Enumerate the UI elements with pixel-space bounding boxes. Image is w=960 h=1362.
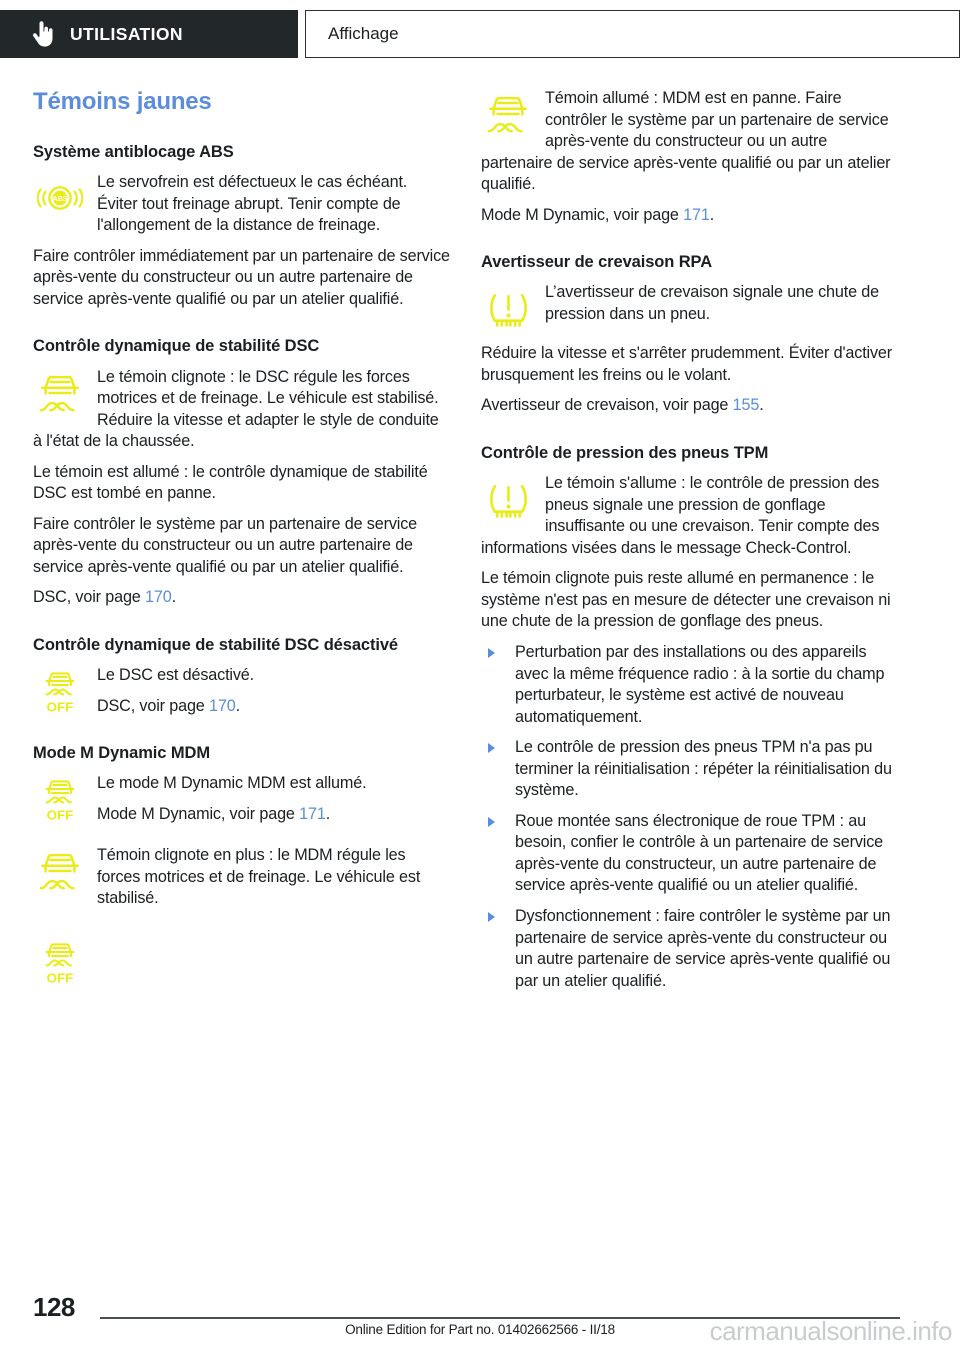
page-header bbox=[0, 10, 960, 58]
icon-block-text: Le mode M Dynamic MDM est allumé. bbox=[97, 774, 367, 793]
section-title: Contrôle dynamique de stabilité DSC désactivé bbox=[33, 635, 399, 654]
svg-text:OFF: OFF bbox=[46, 699, 74, 715]
paragraph: Réduire la vitesse et s'arrêter prudemment. Éviter d'activer brusquement les freins ou le volant. bbox=[481, 344, 893, 384]
watermark: carmanualsonline.info bbox=[709, 1316, 952, 1346]
section-rpa bbox=[481, 252, 899, 417]
dsc-skid-icon bbox=[37, 846, 83, 896]
svg-text:OFF: OFF bbox=[46, 807, 74, 823]
svg-text:ABS: ABS bbox=[52, 195, 68, 204]
header-chapter bbox=[0, 10, 298, 58]
list-item-label: Roue montée sans électronique de roue TPM : au besoin, confier le contrôle à un partenaire de service après-vente du constructeur, un autre partenaire de service après-vente qualifié ou un atelier qualifié. bbox=[515, 811, 884, 895]
list-item bbox=[481, 737, 899, 802]
header-tab-affichage[interactable] bbox=[305, 10, 960, 58]
left-column bbox=[33, 88, 451, 997]
section-dsc bbox=[33, 336, 451, 609]
abs-warning-icon bbox=[37, 173, 83, 223]
tire-pressure-warning-icon bbox=[485, 283, 531, 333]
section-tpm bbox=[481, 443, 899, 992]
icon-block bbox=[481, 473, 899, 559]
page-reference bbox=[33, 804, 451, 826]
page-reference-suffix: . bbox=[235, 696, 240, 715]
page-reference-link[interactable]: 170 bbox=[209, 696, 236, 715]
page-reference-prefix: DSC, voir page bbox=[33, 588, 146, 607]
page-reference-prefix: Mode M Dynamic, voir page bbox=[97, 804, 300, 823]
icon-block bbox=[33, 367, 451, 453]
page-title: Témoins jaunes bbox=[33, 88, 212, 115]
list-item-label: Dysfonctionnement : faire contrôler le système par un partenaire de service après-vente du constructeur ou un autre partenaire de service après-vente qualifié ou par un atelier qualifié. bbox=[515, 906, 891, 990]
page-reference-prefix: DSC, voir page bbox=[97, 696, 210, 715]
page-body bbox=[0, 88, 960, 1278]
icon-block-text: Le témoin s'allume : le contrôle de pression des pneus signale une pression de gonflage insuffisante ou une crevaison. Tenir compte des informations visées dans le message Check-Control. bbox=[481, 474, 880, 557]
icon-block-text: Témoin clignote en plus : le MDM régule les forces motrices et de freinage. Le véhicule est stabilisé. bbox=[97, 846, 421, 908]
dsc-off-icon bbox=[37, 937, 83, 987]
section-title: Avertisseur de crevaison RPA bbox=[481, 253, 713, 272]
paragraph: Le témoin est allumé : le contrôle dynamique de stabilité DSC est tombé en panne. bbox=[33, 462, 428, 503]
section-title: Contrôle dynamique de stabilité DSC bbox=[33, 337, 320, 356]
header-tab-label: Affichage bbox=[328, 24, 399, 43]
paragraph: Faire contrôler immédiatement par un partenaire de service après-vente du constructeur ou un autre partenaire de service après-vente qualifié ou par un atelier qualifié. bbox=[33, 246, 450, 308]
icon-block-text: Le témoin clignote : le DSC régule les forces motrices et de freinage. Le véhicule est stabilisé. Réduire la vitesse et adapter le style de conduite à l'état de la chaussée. bbox=[33, 367, 439, 451]
bullet-list bbox=[481, 642, 899, 992]
section-abs bbox=[33, 142, 451, 310]
page-number: 128 bbox=[33, 1292, 75, 1322]
dsc-off-icon bbox=[37, 666, 83, 716]
icon-block-text: Le servofrein est défectueux le cas échéant. Éviter tout freinage abrupt. Tenir compte de l'allongement de la distance de freinage. bbox=[97, 173, 408, 235]
page-reference-link[interactable]: 171 bbox=[299, 804, 326, 823]
icon-block-text: Témoin allumé : MDM est en panne. Faire contrôler le système par un partenaire de service après-vente du constructeur ou un autre partenaire de service après-vente qualifié ou par un atelier qualifié. bbox=[481, 89, 891, 194]
page-reference-link[interactable]: 171 bbox=[683, 205, 710, 224]
page-reference-suffix: . bbox=[171, 588, 176, 607]
triangle-bullet-icon bbox=[488, 648, 495, 658]
section-dsc-desactive bbox=[33, 635, 451, 717]
page-reference-link[interactable]: 155 bbox=[732, 396, 760, 415]
page-reference bbox=[33, 587, 451, 609]
page-reference bbox=[481, 205, 899, 227]
page-footer bbox=[0, 1280, 960, 1362]
section-title: Contrôle de pression des pneus TPM bbox=[481, 444, 769, 463]
right-column bbox=[481, 88, 899, 992]
icon-block bbox=[481, 88, 899, 196]
mdm-off-icon bbox=[37, 774, 83, 824]
list-item bbox=[481, 906, 899, 992]
page-reference-prefix: Avertisseur de crevaison, voir page bbox=[481, 396, 733, 415]
icon-block bbox=[481, 282, 899, 334]
paragraph: Faire contrôler le système par un partenaire de service après-vente du constructeur ou un autre partenaire de service après-vente qualifié ou par un atelier qualifié. bbox=[33, 514, 418, 576]
icon-block bbox=[33, 845, 451, 910]
triangle-bullet-icon bbox=[488, 912, 495, 922]
page-reference-prefix: Mode M Dynamic, voir page bbox=[481, 205, 684, 224]
triangle-bullet-icon bbox=[488, 817, 495, 827]
icon-block-text: L’avertisseur de crevaison signale une chute de pression dans un pneu. bbox=[545, 283, 880, 323]
section-mdm-panne bbox=[481, 88, 899, 226]
icon-block-text: Le DSC est désactivé. bbox=[97, 666, 255, 685]
section-mdm bbox=[33, 743, 451, 988]
list-item-label: Perturbation par des installations ou des appareils avec la même fréquence radio : à la sortie du champ perturbateur, le système est activé de nouveau automatiquement. bbox=[515, 642, 885, 726]
page-reference bbox=[481, 395, 899, 417]
page-reference-suffix: . bbox=[325, 804, 331, 823]
dsc-skid-icon bbox=[485, 89, 531, 139]
paragraph: Le témoin clignote puis reste allumé en permanence : le système n'est pas en mesure de détecter une crevaison ni une chute de la pression de gonflage des pneus. bbox=[481, 569, 891, 631]
icon-block bbox=[33, 665, 451, 717]
hand-pointer-icon bbox=[32, 21, 54, 47]
page-reference bbox=[33, 696, 451, 718]
page-reference-link[interactable]: 170 bbox=[145, 588, 172, 607]
page-reference-suffix: . bbox=[709, 205, 715, 224]
section-title: Système antiblocage ABS bbox=[33, 143, 234, 161]
list-item bbox=[481, 642, 899, 728]
icon-block bbox=[33, 936, 451, 988]
svg-text:OFF: OFF bbox=[46, 970, 74, 986]
dsc-skid-icon bbox=[37, 368, 83, 418]
footer-edition-text: Online Edition for Part no. 01402662566 - II/18 bbox=[345, 1322, 615, 1337]
header-chapter-label: UTILISATION bbox=[70, 23, 183, 44]
list-item bbox=[481, 811, 899, 897]
tire-pressure-warning-icon bbox=[485, 474, 531, 524]
page-reference-suffix: . bbox=[759, 396, 764, 415]
section-title: Mode M Dynamic MDM bbox=[33, 744, 210, 763]
icon-block bbox=[33, 773, 451, 825]
triangle-bullet-icon bbox=[488, 743, 495, 753]
list-item-label: Le contrôle de pression des pneus TPM n'a pas pu terminer la réinitialisation : répéter la réinitialisation du système. bbox=[515, 738, 892, 800]
icon-block bbox=[33, 172, 451, 237]
